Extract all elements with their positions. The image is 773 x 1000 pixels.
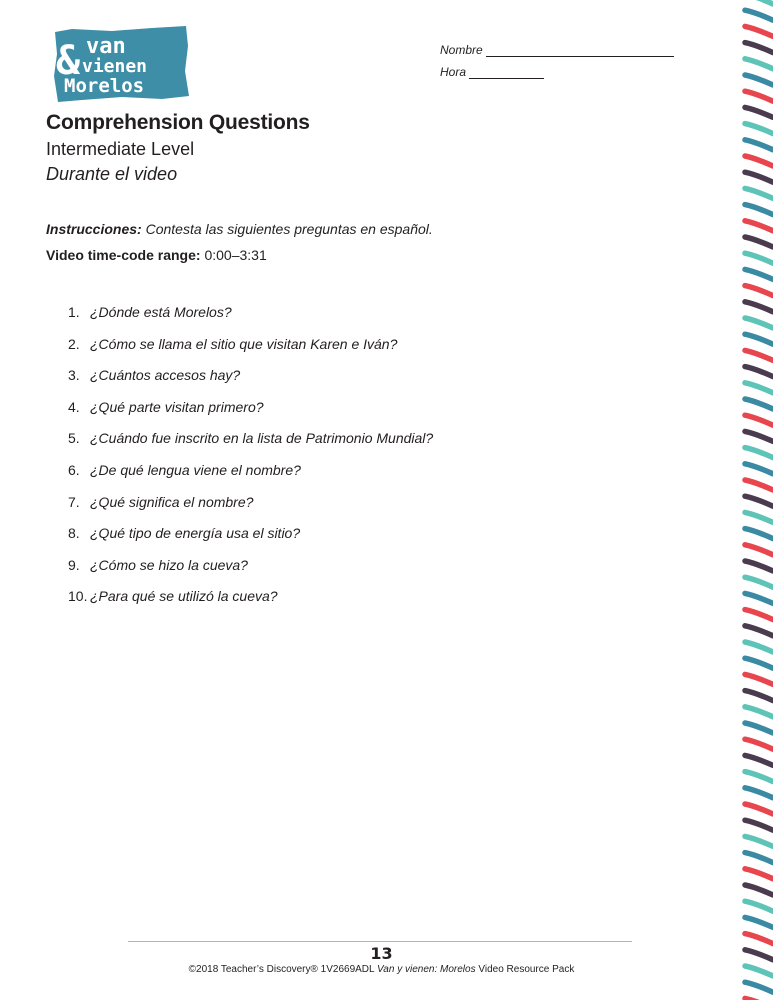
hour-blank-line[interactable] bbox=[469, 66, 544, 79]
stripe bbox=[745, 75, 773, 85]
question-item bbox=[68, 430, 433, 462]
stripe bbox=[745, 626, 773, 636]
stripe bbox=[745, 269, 773, 279]
stripe bbox=[745, 334, 773, 344]
stripe bbox=[745, 156, 773, 166]
question-item bbox=[68, 588, 433, 620]
section-subtitle: Durante el video bbox=[46, 164, 178, 184]
level-subtitle: Intermediate Level bbox=[46, 139, 195, 159]
stripe bbox=[745, 901, 773, 911]
question-number: 8. bbox=[68, 525, 80, 542]
stripe bbox=[745, 723, 773, 733]
question-text: ¿Para qué se utilizó la cueva? bbox=[90, 588, 278, 605]
stripe bbox=[745, 545, 773, 555]
stripe bbox=[745, 415, 773, 425]
question-number: 9. bbox=[68, 556, 80, 573]
footer-divider bbox=[128, 941, 632, 942]
stripe bbox=[745, 253, 773, 263]
hour-field[interactable] bbox=[440, 65, 544, 79]
stripe bbox=[745, 188, 773, 198]
stripe bbox=[745, 529, 773, 539]
stripe bbox=[745, 788, 773, 798]
stripe bbox=[745, 869, 773, 879]
stripe bbox=[745, 383, 773, 393]
stripe bbox=[745, 561, 773, 571]
hour-label: Hora bbox=[440, 65, 467, 79]
stripe bbox=[745, 431, 773, 441]
logo-ampersand: & bbox=[56, 38, 81, 84]
stripe bbox=[745, 982, 773, 992]
question-number: 5. bbox=[68, 430, 80, 447]
stripe bbox=[745, 512, 773, 522]
stripe bbox=[745, 934, 773, 944]
stripe bbox=[745, 610, 773, 620]
question-number: 6. bbox=[68, 461, 80, 478]
stripe bbox=[745, 836, 773, 846]
question-list bbox=[68, 304, 433, 620]
stripe bbox=[745, 885, 773, 895]
copyright-line bbox=[0, 964, 773, 975]
stripe bbox=[745, 286, 773, 296]
stripe bbox=[745, 26, 773, 36]
stripe bbox=[745, 367, 773, 377]
stripe bbox=[745, 91, 773, 101]
stripe bbox=[745, 350, 773, 360]
copyright-title: Van y vienen: Morelos bbox=[377, 964, 476, 975]
question-text: ¿Cuántos accesos hay? bbox=[90, 367, 241, 384]
stripe bbox=[745, 917, 773, 927]
question-item bbox=[68, 336, 433, 368]
logo-line-1: van bbox=[86, 34, 126, 59]
question-text: ¿Cómo se llama el sitio que visitan Karen e Iván? bbox=[90, 335, 398, 352]
logo-line-2: vienen bbox=[82, 56, 148, 77]
question-number: 4. bbox=[68, 398, 80, 415]
stripe bbox=[745, 107, 773, 117]
question-item bbox=[68, 367, 433, 399]
question-number: 7. bbox=[68, 493, 80, 510]
stripe bbox=[745, 172, 773, 182]
stripe bbox=[745, 950, 773, 960]
stripe bbox=[745, 593, 773, 603]
stripe bbox=[745, 10, 773, 20]
copyright-suffix: Video Resource Pack bbox=[475, 964, 575, 975]
time-code-label: Video time-code range: bbox=[46, 247, 201, 263]
stripe bbox=[745, 739, 773, 749]
stripe bbox=[745, 480, 773, 490]
copyright-prefix: ©2018 Teacher’s Discovery® 1V2669ADL bbox=[188, 964, 377, 975]
question-text: ¿Cuándo fue inscrito en la lista de Patrimonio Mundial? bbox=[90, 430, 434, 447]
stripe bbox=[745, 302, 773, 312]
stripe bbox=[745, 0, 773, 4]
question-item bbox=[68, 399, 433, 431]
stripe bbox=[745, 853, 773, 863]
stripe bbox=[745, 205, 773, 215]
question-item bbox=[68, 304, 433, 336]
stripe bbox=[745, 124, 773, 134]
stripe bbox=[745, 966, 773, 976]
page-title: Comprehension Questions bbox=[46, 111, 310, 134]
stripe bbox=[745, 448, 773, 458]
stripe bbox=[745, 658, 773, 668]
name-label: Nombre bbox=[440, 43, 483, 57]
question-text: ¿Qué tipo de energía usa el sitio? bbox=[90, 525, 301, 542]
question-text: ¿Qué parte visitan primero? bbox=[90, 398, 264, 415]
stripe bbox=[745, 59, 773, 69]
question-number: 1. bbox=[68, 304, 80, 320]
stripe bbox=[745, 707, 773, 717]
stripe bbox=[745, 577, 773, 587]
stripe bbox=[745, 221, 773, 231]
stripe bbox=[745, 820, 773, 830]
question-item bbox=[68, 462, 433, 494]
question-text: ¿Qué significa el nombre? bbox=[90, 493, 254, 510]
stripe bbox=[745, 496, 773, 506]
question-item bbox=[68, 494, 433, 526]
stripe bbox=[745, 399, 773, 409]
stripe bbox=[745, 674, 773, 684]
stripe bbox=[745, 642, 773, 652]
stripe bbox=[745, 43, 773, 53]
stripe bbox=[745, 772, 773, 782]
stripe bbox=[745, 691, 773, 701]
stripe bbox=[745, 804, 773, 814]
question-number: 2. bbox=[68, 335, 80, 352]
logo bbox=[52, 26, 190, 102]
stripe bbox=[745, 140, 773, 150]
question-number: 3. bbox=[68, 367, 80, 384]
stripe bbox=[745, 237, 773, 247]
stripe bbox=[745, 755, 773, 765]
question-number: 10. bbox=[68, 588, 88, 605]
time-code-value: 0:00–3:31 bbox=[200, 247, 267, 263]
question-text: ¿Dónde está Morelos? bbox=[90, 304, 232, 320]
name-field[interactable] bbox=[440, 43, 674, 57]
stripe bbox=[745, 464, 773, 474]
question-text: ¿Cómo se hizo la cueva? bbox=[90, 556, 248, 573]
name-blank-line[interactable] bbox=[486, 44, 674, 57]
logo-line-3: Morelos bbox=[64, 75, 145, 97]
instructions-text: Contesta las siguientes preguntas en español. bbox=[141, 221, 433, 237]
question-item bbox=[68, 525, 433, 557]
stripe bbox=[745, 318, 773, 328]
page-number: 13 bbox=[370, 944, 393, 963]
time-code-range bbox=[46, 247, 267, 263]
question-text: ¿De qué lengua viene el nombre? bbox=[90, 461, 301, 478]
instructions bbox=[46, 221, 433, 237]
question-item bbox=[68, 557, 433, 589]
decorative-stripe-border bbox=[733, 0, 773, 1000]
instructions-label: Instrucciones: bbox=[46, 221, 142, 237]
